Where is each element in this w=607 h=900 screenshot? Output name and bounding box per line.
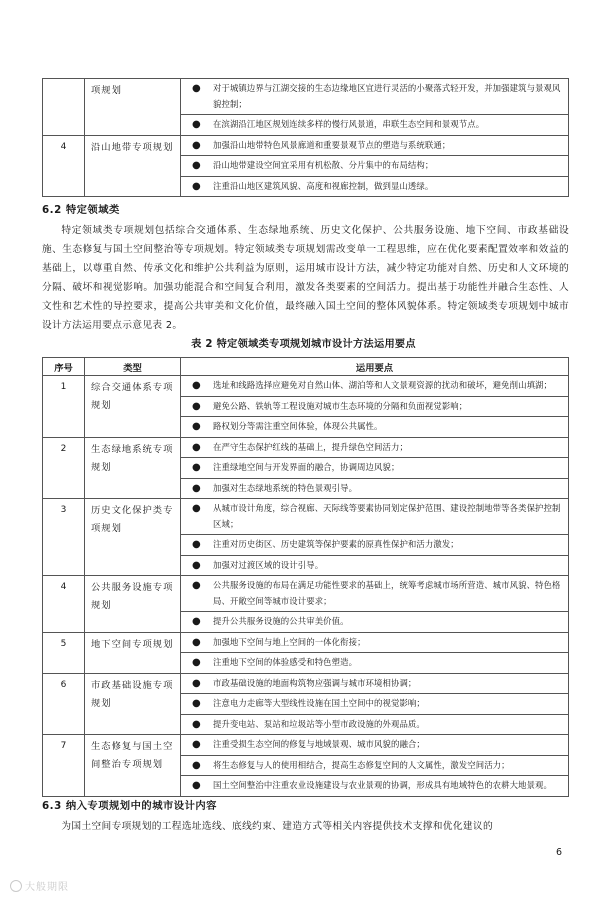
row-number: 3	[43, 499, 85, 576]
point-text: 注重受损生态空间的修复与地域景观、城市风貌的融合；	[213, 739, 425, 749]
row-points	[181, 135, 569, 197]
bullet-icon: ●	[192, 759, 201, 771]
bullet-icon: ●	[192, 380, 201, 391]
bullet-icon: ●	[192, 400, 201, 412]
point-text: 加强对过渡区域的设计引导。	[213, 559, 324, 570]
header-type: 类型	[85, 358, 181, 376]
header-no: 序号	[43, 358, 85, 376]
row-number: 2	[43, 437, 85, 499]
section-heading-6-2: 6.2 特定领域类	[42, 204, 120, 216]
row-number: 7	[43, 735, 85, 797]
point-text: 公共服务设施的布局在满足功能性要求的基础上，统筹考虑城市场所营造、城市风貌、特色格局、开敞空间等城市设计要求；	[213, 580, 561, 606]
header-points: 运用要点	[181, 358, 569, 376]
bullet-icon: ●	[192, 718, 201, 730]
row-type: 历史文化保护类专项规划	[85, 499, 181, 576]
bullet-icon: ●	[192, 482, 201, 494]
bullet-icon: ●	[192, 780, 201, 791]
point-item	[181, 156, 568, 177]
point-text: 选址和线路选择应避免对自然山体、湖泊等和人文景观资源的扰动和破坏，避免削山填湖；	[213, 380, 552, 390]
table2	[42, 357, 569, 797]
point-item	[181, 694, 568, 715]
point-text: 市政基础设施的地面构筑物应强调与城市环境相协调；	[213, 677, 417, 688]
point-item	[181, 735, 568, 756]
bullet-icon: ●	[192, 539, 201, 550]
point-text: 提升变电站、泵站和垃圾站等小型市政设施的外观品质。	[213, 718, 425, 729]
point-item	[181, 136, 568, 157]
table-row	[43, 576, 569, 633]
row-number	[43, 79, 85, 136]
bullet-icon: ●	[192, 462, 201, 473]
continued-table	[42, 78, 569, 197]
point-text: 对于城镇边界与江湖交接的生态边缘地区宜进行灵活的小聚落式轻开发，并加强建筑与景观风貌控制；	[213, 83, 561, 109]
point-text: 注重地下空间的体验感受和特色塑造。	[213, 657, 358, 667]
point-text: 加强沿山地带特色风景廊道和重要景观节点的塑造与系统联通；	[213, 139, 451, 150]
point-text: 注重沿山地区建筑风貌、高度和视廊控制，做到显山透绿。	[213, 180, 434, 191]
point-item	[181, 376, 568, 397]
row-type: 市政基础设施专项规划	[85, 673, 181, 735]
row-type: 公共服务设施专项规划	[85, 576, 181, 633]
point-item	[181, 479, 568, 499]
row-type: 地下空间专项规划	[85, 632, 181, 673]
bullet-icon: ●	[192, 580, 201, 591]
table2-header-row	[43, 358, 569, 376]
bullet-icon: ●	[192, 119, 201, 130]
watermark-logo-icon	[10, 880, 22, 892]
row-points	[181, 79, 569, 136]
point-text: 提升公共服务设施的公共审美价值。	[213, 616, 349, 626]
bullet-icon: ●	[192, 698, 201, 709]
point-item	[181, 499, 568, 535]
row-type: 项规划	[85, 79, 181, 136]
point-text: 在滨湖沿江地区规划连续多样的慢行风景道，串联生态空间和景观节点。	[213, 119, 485, 129]
table-row	[43, 79, 569, 136]
row-points	[181, 735, 569, 797]
point-text: 将生态修复与人的使用相结合，提高生态修复空间的人文属性，激发空间活力；	[213, 759, 510, 770]
page-number: 6	[556, 847, 563, 858]
point-item	[181, 458, 568, 479]
bullet-icon: ●	[192, 559, 201, 571]
point-item	[181, 115, 568, 135]
point-item	[181, 576, 568, 612]
bullet-icon: ●	[192, 441, 201, 453]
point-item	[181, 79, 568, 115]
row-points	[181, 632, 569, 673]
bullet-icon: ●	[192, 83, 201, 94]
point-text: 沿山地带建设空间宜采用有机松散、分片集中的布局结构；	[213, 160, 434, 170]
point-item	[181, 438, 568, 459]
row-type: 沿山地带专项规划	[85, 135, 181, 197]
point-text: 加强地下空间与地上空间的一体化衔接；	[213, 636, 366, 647]
point-text: 路权划分等需注重空间体验，体现公共属性。	[213, 421, 383, 431]
table-row	[43, 632, 569, 673]
point-item	[181, 177, 568, 197]
table-row	[43, 135, 569, 197]
row-type: 生态修复与国土空间整治专项规划	[85, 735, 181, 797]
point-text: 从城市设计角度，综合视廊、天际线等要素协同划定保护范围、建设控制地带等各类保护控制区域；	[213, 503, 561, 529]
point-text: 国土空间整治中注重农业设施建设与农业景观的协调，形成具有地域特色的农耕大地景观。	[213, 780, 552, 790]
bullet-icon: ●	[192, 421, 201, 432]
section-paragraph-6-3: 为国土空间专项规划的工程选址选线、底线约束、建造方式等相关内容提供技术支撑和优化建议的	[61, 821, 493, 832]
point-text: 注重绿地空间与开发界面的融合，协调周边风貌；	[213, 462, 400, 472]
table-row	[43, 437, 569, 499]
point-item	[181, 633, 568, 654]
row-number: 4	[43, 135, 85, 197]
bullet-icon: ●	[192, 616, 201, 627]
row-type: 综合交通体系专项规划	[85, 376, 181, 438]
point-item	[181, 397, 568, 418]
point-item	[181, 715, 568, 735]
table-row	[43, 735, 569, 797]
row-number: 5	[43, 632, 85, 673]
point-item	[181, 776, 568, 796]
bullet-icon: ●	[192, 739, 201, 750]
section-paragraph-6-2: 特定领域类专项规划包括综合交通体系、生态绿地系统、历史文化保护、公共服务设施、地下空间、市政基础设施、生态修复与国土空间整治等专项规划。特定领域类专项规划需改变单一工程思维，应在优化要素配置效率和效益的基础上，以尊重自然、传承文化和维护公共利益为原则，运用城市设计方法，减少特定功能对自然、历史和人文环境的分隔、破坏和视觉影响。加强功能混合和空间复合利用，激发各类要素的空间活力。提出基于功能性并融合生态性、人文性和艺术性的导控要求，提高公共审美和文化价值，最终融入国土空间的整体风貌体系。特定领域类专项规划中城市设计方法运用要点示意见表 2。	[42, 225, 569, 331]
row-points	[181, 437, 569, 499]
point-text: 注意电力走廊等大型线性设施在国土空间中的视觉影响；	[213, 698, 425, 708]
row-type: 生态绿地系统专项规划	[85, 437, 181, 499]
row-number: 1	[43, 376, 85, 438]
row-number: 4	[43, 576, 85, 633]
point-item	[181, 535, 568, 556]
point-item	[181, 653, 568, 673]
bullet-icon: ●	[192, 160, 201, 171]
point-text: 加强对生态绿地系统的特色景观引导。	[213, 482, 358, 493]
table2-caption: 表 2 特定领域类专项规划城市设计方法运用要点	[191, 339, 416, 350]
point-item	[181, 556, 568, 576]
row-points	[181, 499, 569, 576]
bullet-icon: ●	[192, 180, 201, 192]
point-item	[181, 674, 568, 695]
point-text: 注重对历史街区、历史建筑等保护要素的原真性保护和活力激发；	[213, 539, 459, 549]
row-points	[181, 576, 569, 633]
table-row	[43, 376, 569, 438]
point-text: 在严守生态保护红线的基础上，提升绿色空间活力；	[213, 441, 408, 452]
table-row	[43, 499, 569, 576]
point-item	[181, 756, 568, 777]
bullet-icon: ●	[192, 677, 201, 689]
table-row	[43, 673, 569, 735]
watermark-text: 大般期限	[25, 882, 69, 893]
point-text: 避免公路、铁轨等工程设施对城市生态环境的分隔和负面视觉影响；	[213, 400, 468, 411]
bullet-icon: ●	[192, 139, 201, 151]
bullet-icon: ●	[192, 503, 201, 514]
row-points	[181, 376, 569, 438]
watermark	[10, 878, 69, 893]
row-points	[181, 673, 569, 735]
row-number: 6	[43, 673, 85, 735]
point-item	[181, 612, 568, 632]
bullet-icon: ●	[192, 657, 201, 668]
bullet-icon: ●	[192, 636, 201, 648]
point-item	[181, 417, 568, 437]
section-heading-6-3: 6.3 纳入专项规划中的城市设计内容	[42, 800, 217, 812]
